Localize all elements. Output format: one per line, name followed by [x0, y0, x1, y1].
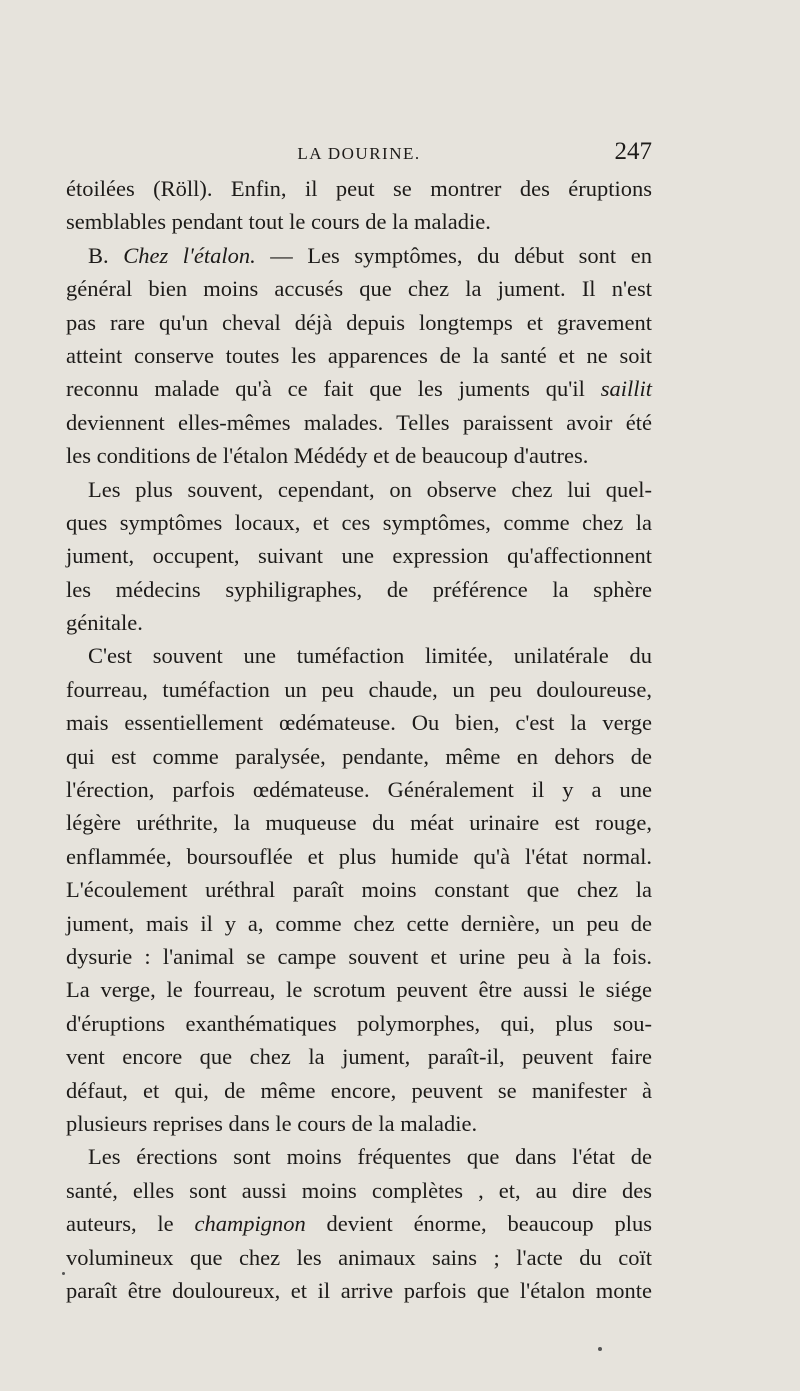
text-line: jument, mais il y a, comme chez cette dernière, un peu de [66, 910, 652, 936]
text-line: défaut, et qui, de même encore, peuvent se manifester à [66, 1077, 652, 1103]
text-line: l'érection, parfois œdémateuse. Généralement il y a une [66, 777, 652, 803]
page-number: 247 [614, 138, 652, 165]
text-line: mais essentiellement œdémateuse. Ou bien, c'est la verge [66, 710, 652, 736]
text-line: paraît être douloureux, et il arrive parfois que l'étalon monte [66, 1277, 652, 1303]
text-line: volumineux que chez les animaux sains ; l'acte du coït [66, 1244, 652, 1270]
text-line: santé, elles sont aussi moins complètes , et, au dire des [66, 1177, 652, 1203]
italic-term: saillit [600, 376, 652, 402]
text-line: d'éruptions exanthématiques polymorphes, qui, plus sou- [66, 1010, 652, 1036]
ink-speck [62, 1272, 65, 1275]
text-line: les conditions de l'étalon Médédy et de beaucoup d'autres. [66, 443, 589, 469]
text-line: enflammée, boursouflée et plus humide qu'à l'état normal. [66, 843, 652, 869]
text-line: auteurs, le champignon devient énorme, beaucoup plus [66, 1211, 652, 1237]
text-line: ques symptômes locaux, et ces symptômes, comme chez la [66, 509, 652, 535]
text-line: La verge, le fourreau, le scrotum peuvent être aussi le siége [66, 977, 652, 1003]
text-line: général bien moins accusés que chez la jument. Il n'est [66, 276, 652, 302]
text-line: semblables pendant tout le cours de la maladie. [66, 209, 491, 235]
text-line: vent encore que chez la jument, paraît-il, peuvent faire [66, 1044, 652, 1070]
text-line: L'écoulement uréthral paraît moins constant que chez la [66, 877, 652, 903]
italic-term: Chez l'étalon. [123, 242, 256, 268]
text-line: génitale. [66, 610, 143, 636]
page-header [66, 138, 652, 168]
text-line: légère uréthrite, la muqueuse du méat urinaire est rouge, [66, 810, 652, 836]
text-line: Les plus souvent, cependant, on observe chez lui quel- [88, 476, 652, 502]
italic-term: champignon [194, 1211, 306, 1237]
text-line: deviennent elles-mêmes malades. Telles paraissent avoir été [66, 409, 652, 435]
text-line: C'est souvent une tuméfaction limitée, unilatérale du [88, 643, 652, 669]
text-line: dysurie : l'animal se campe souvent et urine peu à la fois. [66, 943, 652, 969]
text-line: les médecins syphiligraphes, de préférence la sphère [66, 576, 652, 602]
text-line: qui est comme paralysée, pendante, même en dehors de [66, 743, 652, 769]
text-line: fourreau, tuméfaction un peu chaude, un peu douloureuse, [66, 676, 652, 702]
text-line: pas rare qu'un cheval déjà depuis longtemps et gravement [66, 309, 652, 335]
text-line: plusieurs reprises dans le cours de la maladie. [66, 1110, 478, 1136]
ink-speck [598, 1347, 602, 1351]
text-line: reconnu malade qu'à ce fait que les juments qu'il saillit [66, 376, 652, 402]
text-line: jument, occupent, suivant une expression qu'affectionnent [66, 543, 652, 569]
body-text [66, 172, 652, 1307]
text-line: étoilées (Röll). Enfin, il peut se montrer des éruptions [66, 176, 652, 201]
text-line: B. Chez l'étalon. — Les symptômes, du début sont en [88, 242, 652, 268]
running-head: LA DOURINE. [297, 144, 421, 163]
text-line: Les érections sont moins fréquentes que dans l'état de [88, 1144, 652, 1170]
text-line: atteint conserve toutes les apparences de la santé et ne soit [66, 342, 652, 368]
